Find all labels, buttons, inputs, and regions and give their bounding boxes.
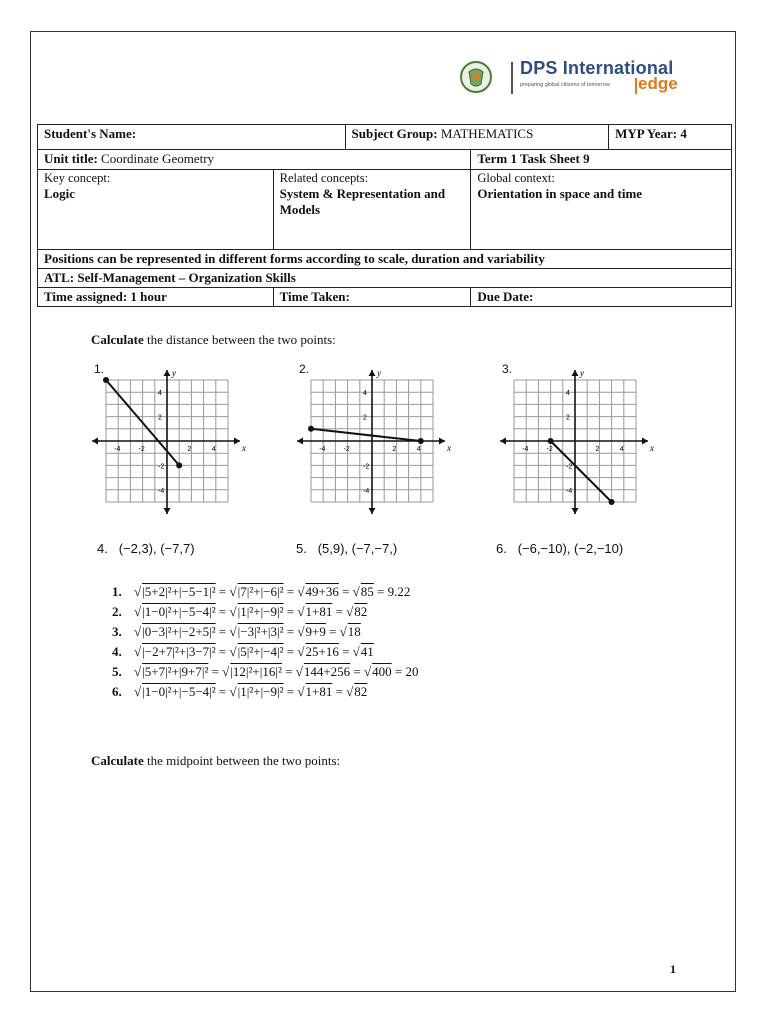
radicand: |0−3|²+|−2+5|² [142,624,216,639]
radicand: 9+9 [305,624,326,639]
y-tick-label: 4 [363,390,367,398]
solution-number: 2. [112,604,122,619]
radicand: 1+81 [305,604,333,619]
y-axis-arrow-up [572,370,579,376]
y-tick-label: 2 [363,414,367,422]
solution-number: 3. [112,624,122,639]
unit-title-value: Coordinate Geometry [101,151,215,166]
solution-number: 4. [112,644,122,659]
logo-divider [511,62,513,94]
subject-group-value: MATHEMATICS [440,126,534,141]
endpoint [308,426,314,432]
x-tick-label: -4 [114,446,121,453]
radicand: |7|²+|−6|² [237,584,284,599]
y-tick-label: -4 [566,487,573,495]
y-axis-arrow-down [572,508,579,514]
x-axis-arrow-left [92,438,98,445]
radicand: 18 [347,624,361,639]
x-tick-label: -4 [522,446,529,453]
statement-of-inquiry: Positions can be represented in different forms according to scale, duration and variability [38,250,732,269]
equals-radical: = √ [283,604,305,619]
radicand: |1−0|²+|−5−4|² [142,684,216,699]
equals-radical: = √ [208,664,230,679]
y-tick-label: -2 [158,463,165,471]
distance-instruction-text: the distance between the two points: [143,332,336,347]
plot-3 [496,362,666,522]
myp-year: MYP Year: 4 [609,125,732,150]
atl-skills: ATL: Self-Management – Organization Skills [38,269,732,288]
y-tick-label: 2 [566,414,570,422]
related-concepts-value: System & Representation and Models [279,186,446,217]
x-axis-label: x [447,443,451,453]
global-context-cell [471,170,732,250]
y-axis-arrow-down [164,508,171,514]
solution-line [112,682,418,702]
due-date: Due Date: [471,288,732,307]
global-context-label: Global context: [477,171,555,185]
x-tick-label: 4 [416,446,421,453]
equals-radical: = √ [215,684,237,699]
task-sheet: Term 1 Task Sheet 9 [471,150,732,170]
radical: √ [134,604,142,619]
logo-name: DPS International [520,58,674,78]
endpoint [103,377,109,383]
radical: √ [134,664,142,679]
equals-radical: = √ [350,664,372,679]
equals-radical: = √ [338,644,360,659]
y-tick-label: -4 [363,487,370,495]
radicand: 400 [372,664,392,679]
related-concepts-cell [273,170,471,250]
related-concepts-label: Related concepts: [279,171,369,185]
x-axis-label: x [650,443,654,453]
coordinate-plots [88,362,688,522]
distance-solutions [112,582,418,702]
pair-text: (−2,3), (−7,7) [118,541,195,556]
radicand: |−2+7|²+|3−7|² [142,644,216,659]
equals-radical: = √ [332,684,354,699]
line-segment [311,429,421,441]
student-name-label: Student's Name: [44,126,137,141]
equals-radical: = √ [215,624,237,639]
point-pair-4 [97,541,195,556]
radicand: 1+81 [305,684,333,699]
radicand: 41 [360,644,374,659]
pair-label: 5. [296,541,307,556]
x-tick-label: 2 [392,446,397,453]
x-tick-label: -2 [138,446,145,453]
y-tick-label: -2 [566,463,573,471]
x-axis-label: x [242,443,246,453]
subject-group-cell [345,125,609,150]
global-context-value: Orientation in space and time [477,186,643,201]
line-segment [551,441,612,502]
plot-1 [88,362,258,522]
midpoint-instruction [91,753,340,769]
x-axis-arrow-left [297,438,303,445]
radicand: 49+36 [305,584,339,599]
solution-line [112,642,418,662]
result: = 20 [391,664,419,679]
solution-number: 5. [112,664,122,679]
endpoint [609,499,615,505]
point-pair-5 [296,541,397,556]
student-name-cell [38,125,346,150]
radical: √ [134,684,142,699]
endpoint [418,438,424,444]
y-tick-label: 2 [158,414,162,422]
pair-label: 6. [496,541,507,556]
plot-2 [293,362,463,522]
radicand: 82 [354,604,368,619]
school-logo [445,52,710,104]
y-axis-label: y [172,368,176,378]
distance-instruction [91,332,336,348]
radicand: |1|²+|−9|² [237,604,284,619]
page-number: 1 [670,962,676,976]
equals-radical: = √ [281,664,303,679]
plot-number: 3. [502,362,513,376]
logo-tagline: preparing global citizens of tomorrow [520,82,610,88]
solution-number: 6. [112,684,122,699]
solution-line [112,662,418,682]
equals-radical: = √ [325,624,347,639]
coordinate-grid [496,366,666,526]
unit-title-label: Unit title: [44,151,98,166]
x-tick-label: 4 [211,446,216,453]
coordinate-grid [293,366,463,526]
subject-group-label: Subject Group: [351,126,438,141]
radical: √ [134,624,142,639]
x-tick-label: 2 [187,446,192,453]
key-concept-label: Key concept: [44,171,111,185]
y-tick-label: -2 [363,463,370,471]
point-pair-6 [496,541,623,556]
radicand: |5+2|²+|−5−1|² [142,584,216,599]
pair-label: 4. [97,541,108,556]
logo-edge: edge [638,74,678,93]
y-tick-label: 4 [566,390,570,398]
y-axis-arrow-up [164,370,171,376]
y-axis-label: y [580,368,584,378]
solution-number: 1. [112,584,122,599]
x-tick-label: -2 [343,446,350,453]
radical: √ [134,584,142,599]
radicand: 25+16 [305,644,339,659]
radicand: 82 [354,684,368,699]
equals-radical: = √ [283,644,305,659]
pair-text: (5,9), (−7,−7,) [317,541,398,556]
midpoint-instruction-text: the midpoint between the two points: [143,753,341,768]
solution-line [112,582,418,602]
solution-line [112,602,418,622]
radicand: |12|²+|16|² [230,664,282,679]
x-axis-arrow-left [500,438,506,445]
equals-radical: = √ [283,684,305,699]
school-seal-icon [459,60,493,94]
x-tick-label: -4 [319,446,326,453]
time-assigned: Time assigned: 1 hour [38,288,274,307]
x-axis-arrow-right [439,438,445,445]
pair-text: (−6,−10), (−2,−10) [517,541,624,556]
solution-line [112,622,418,642]
y-tick-label: -4 [158,487,165,495]
equals-radical: = √ [215,604,237,619]
x-tick-label: 2 [595,446,600,453]
equals-radical: = √ [338,584,360,599]
endpoint [176,462,182,468]
unit-title-cell [38,150,471,170]
time-taken: Time Taken: [273,288,471,307]
header-table [37,124,732,307]
distance-instruction-bold: Calculate [91,332,144,347]
y-axis-label: y [377,368,381,378]
coordinate-grid [88,366,258,526]
radical: √ [134,644,142,659]
y-tick-label: 4 [158,390,162,398]
x-axis-arrow-right [642,438,648,445]
x-axis-arrow-right [234,438,240,445]
radicand: |1|²+|−9|² [237,684,284,699]
x-tick-label: -2 [546,446,553,453]
midpoint-instruction-bold: Calculate [91,753,144,768]
equals-radical: = √ [215,584,237,599]
equals-radical: = √ [283,624,305,639]
radicand: |5+7|²+|9+7|² [142,664,209,679]
equals-radical: = √ [332,604,354,619]
key-concept-cell [38,170,274,250]
radicand: 144+256 [303,664,351,679]
y-axis-arrow-down [369,508,376,514]
equals-radical: = √ [283,584,305,599]
radicand: |1−0|²+|−5−4|² [142,604,216,619]
endpoint [548,438,554,444]
y-axis-arrow-up [369,370,376,376]
x-tick-label: 4 [619,446,624,453]
plot-number: 2. [299,362,310,376]
logo-edge-bar [635,78,637,94]
equals-radical: = √ [215,644,237,659]
radicand: 85 [360,584,374,599]
key-concept-value: Logic [44,186,76,201]
plot-number: 1. [94,362,105,376]
result: = 9.22 [373,584,411,599]
radicand: |−3|²+|3|² [237,624,284,639]
radicand: |5|²+|−4|² [237,644,284,659]
